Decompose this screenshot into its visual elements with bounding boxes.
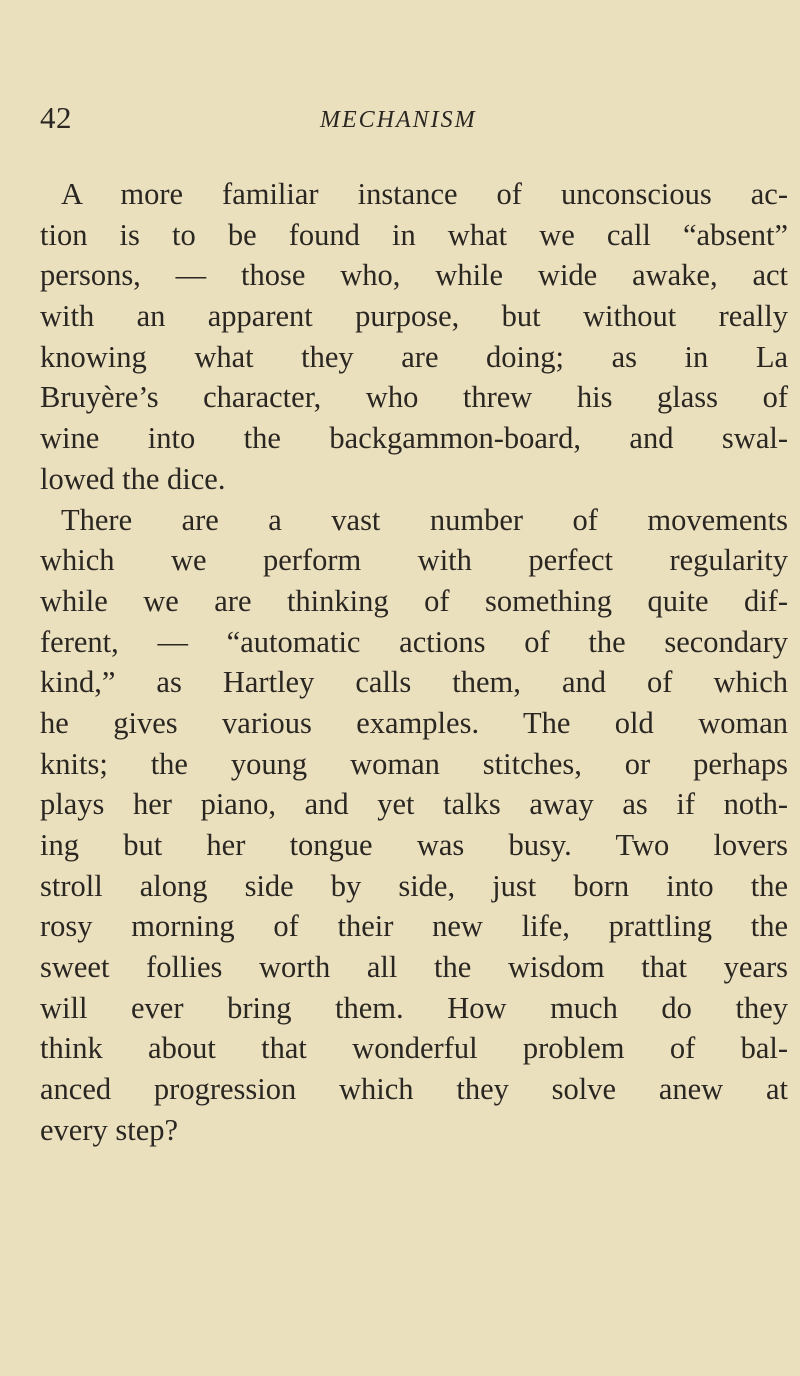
text-line: Bruyère’s character, who threw his glass of	[40, 380, 788, 415]
text-line: lowed the dice.	[40, 461, 226, 496]
text-line: ing but her tongue was busy. Two lovers	[40, 828, 788, 862]
page-header	[0, 98, 800, 138]
page-number: 42	[40, 100, 72, 135]
text-line: anced progression which they solve anew at	[40, 1072, 788, 1107]
text-line: he gives various examples. The old woman	[40, 705, 788, 740]
text-line: with an apparent purpose, but without really	[40, 299, 788, 334]
text-line: every step?	[40, 1112, 179, 1147]
text-line: which we perform with perfect regularity	[40, 543, 788, 578]
text-line: tion is to be found in what we call “absent”	[40, 217, 788, 252]
text-line: while we are thinking of something quite dif-	[40, 583, 788, 618]
running-head: MECHANISM	[320, 107, 477, 133]
text-line: stroll along side by side, just born into the	[40, 868, 788, 903]
text-line: will ever bring them. How much do they	[40, 990, 788, 1025]
text-line: plays her piano, and yet talks away as if noth-	[40, 787, 788, 822]
text-line: rosy morning of their new life, prattling the	[40, 909, 788, 944]
text-line: knowing what they are doing; as in La	[40, 339, 788, 374]
text-line: knits; the young woman stitches, or perhaps	[40, 746, 788, 781]
text-line: kind,” as Hartley calls them, and of which	[40, 665, 788, 700]
text-line: ferent, — “automatic actions of the secondary	[40, 624, 788, 659]
text-line: sweet follies worth all the wisdom that years	[40, 950, 788, 985]
text-line: persons, — those who, while wide awake, act	[40, 258, 788, 293]
text-line: There are a vast number of movements	[61, 502, 788, 537]
text-line: think about that wonderful problem of bal-	[40, 1031, 788, 1066]
body-text	[40, 174, 788, 1151]
text-line: A more familiar instance of unconscious ac-	[61, 177, 788, 211]
text-line: wine into the backgammon-board, and swal-	[40, 421, 788, 456]
